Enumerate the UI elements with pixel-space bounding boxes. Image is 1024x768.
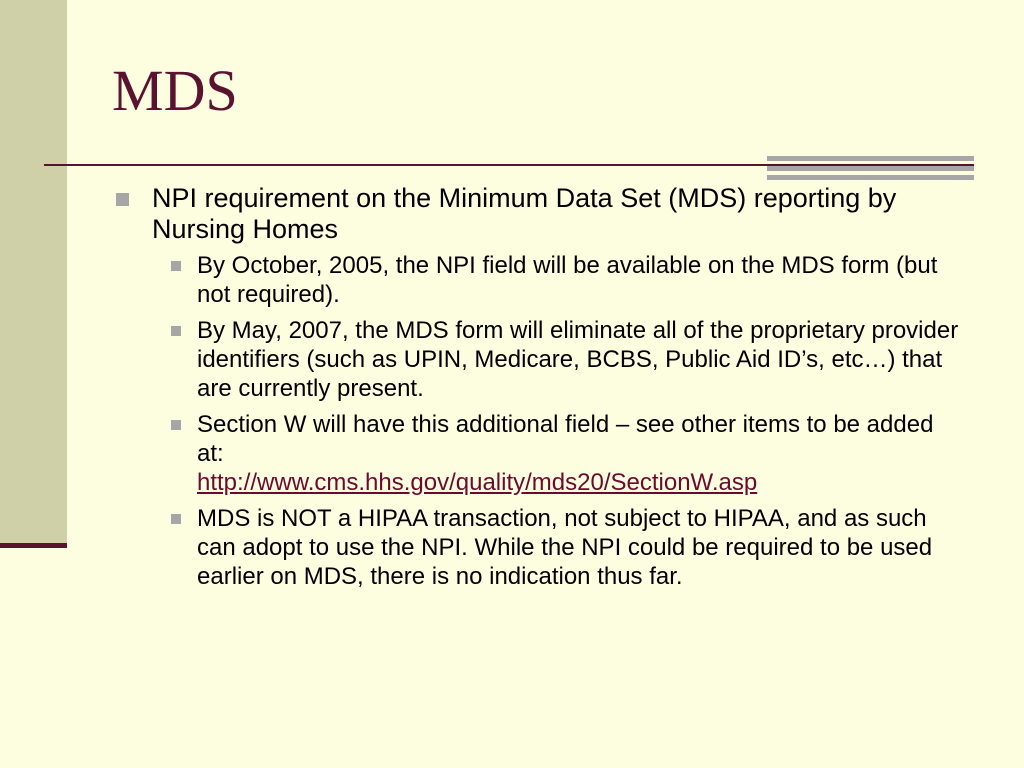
sub-bullet-text: MDS is NOT a HIPAA transaction, not subject to HIPAA, and as such can adopt to use the NPI. While the NPI could be required to be used earlier on MDS, there is no indication thus far. [197, 505, 933, 590]
decorative-bar [767, 156, 974, 161]
left-band-rule [0, 543, 67, 548]
decorative-bar [767, 166, 974, 171]
slide-title: MDS [112, 58, 238, 123]
sub-bullet-text: Section W will have this additional field – see other items to be added at: [197, 411, 934, 467]
square-bullet-icon [171, 261, 181, 271]
decorative-bar [767, 175, 974, 180]
main-bullet-text: NPI requirement on the Minimum Data Set (MDS) reporting by Nursing Homes [152, 183, 897, 244]
sub-bullet [114, 316, 964, 403]
sub-bullet [114, 410, 964, 497]
left-accent-band [0, 0, 67, 545]
sub-bullet [114, 504, 964, 591]
main-bullet [114, 183, 964, 245]
square-bullet-icon [171, 514, 181, 524]
slide-body [114, 183, 964, 598]
square-bullet-icon [116, 193, 129, 206]
sub-bullet-text: By May, 2007, the MDS form will eliminate all of the proprietary provider identifiers (such as UPIN, Medicare, BCBS, Public Aid ID’s, etc…) that are currently present. [197, 317, 959, 402]
sub-bullet [114, 251, 964, 309]
sub-bullet-list [114, 251, 964, 591]
square-bullet-icon [171, 326, 181, 336]
square-bullet-icon [171, 420, 181, 430]
section-w-link[interactable]: http://www.cms.hhs.gov/quality/mds20/SectionW.asp [197, 469, 758, 496]
sub-bullet-text: By October, 2005, the NPI field will be available on the MDS form (but not required). [197, 252, 938, 308]
